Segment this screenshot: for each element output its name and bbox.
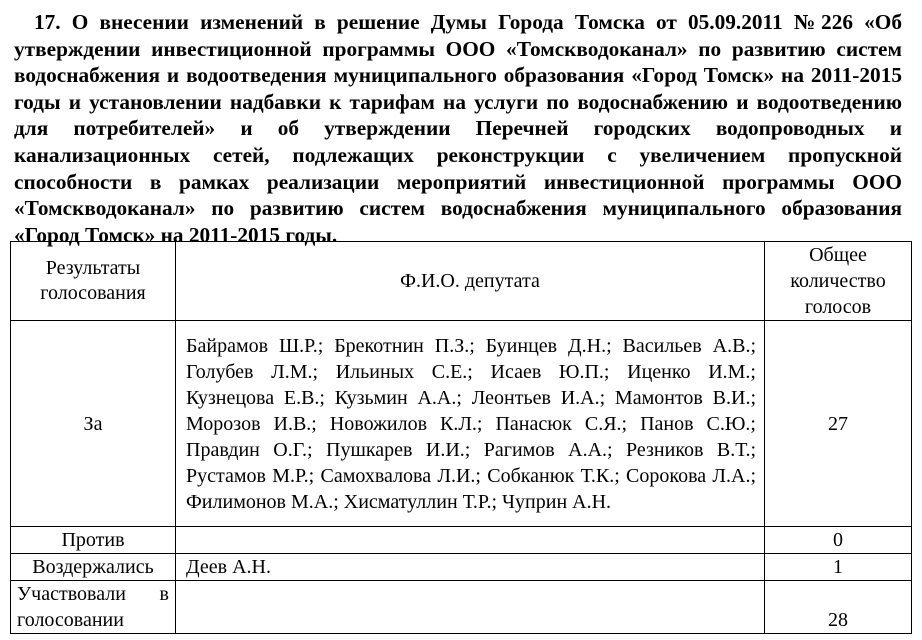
table-row-against <box>11 527 912 554</box>
resolution-heading: 17. О внесении изменений в решение Думы Города Томска от 05.09.2011 №226 «Об утверждении инвестиционной программы ООО «Томскводоканал» по развитию систем водоснабжения и водоотведения муниципального образования «Город Томск» на 2011-2015 годы и установлении надбавки к тарифам на услуги по водоснабжению и водоотведению для потребителей» и об утверждении Перечней городских водопроводных и канализационных сетей, подлежащих реконструкции с увеличением пропускной способности в рамках реализации мероприятий инвестиционной программы ООО «Томскводоканал» по развитию систем водоснабжения муниципального образования «Город Томск» на 2011-2015 годы. <box>14 10 902 247</box>
votes-for-count: 27 <box>765 321 912 527</box>
votes-against-count: 0 <box>765 527 912 554</box>
deputies-abstained-list: Деев А.Н. <box>176 554 765 581</box>
row-label-against: Против <box>11 527 176 554</box>
table-row-participated <box>11 581 912 634</box>
votes-abstained-count: 1 <box>765 554 912 581</box>
header-total-votes: Общее количество голосов <box>765 242 912 321</box>
deputies-participated-list <box>176 581 765 634</box>
row-label-abstained: Воздержались <box>11 554 176 581</box>
deputies-for-list: Байрамов Ш.Р.; Брекотнин П.З.; Буинцев Д.Н.; Васильев А.В.; Голубев Л.М.; Ильиных С.Е.; Исаев Ю.П.; Иценко И.М.; Кузнецова Е.В.; Кузьмин А.А.; Леонтьев И.А.; Мамонтов В.И.; Морозов И.В.; Новожилов К.Л.; Панасюк С.Я.; Панов С.Ю.; Правдин О.Г.; Пушкарев И.И.; Рагимов А.А.; Резников В.Т.; Рустамов М.Р.; Самохвалова Л.И.; Собканюк Т.К.; Сорокова Л.А.; Филимонов М.А.; Хисматуллин Т.Р.; Чуприн А.Н. <box>176 321 765 527</box>
table-row-for <box>11 321 912 527</box>
voting-results-table <box>10 241 912 634</box>
table-header-row <box>11 242 912 321</box>
table-row-abstained <box>11 554 912 581</box>
row-label-participated: Участвовали в голосовании <box>11 581 176 634</box>
header-voting-results: Результаты голосования <box>11 242 176 321</box>
votes-participated-count: 28 <box>765 581 912 634</box>
deputies-against-list <box>176 527 765 554</box>
header-deputy-name: Ф.И.О. депутата <box>176 242 765 321</box>
row-label-for: За <box>11 321 176 527</box>
